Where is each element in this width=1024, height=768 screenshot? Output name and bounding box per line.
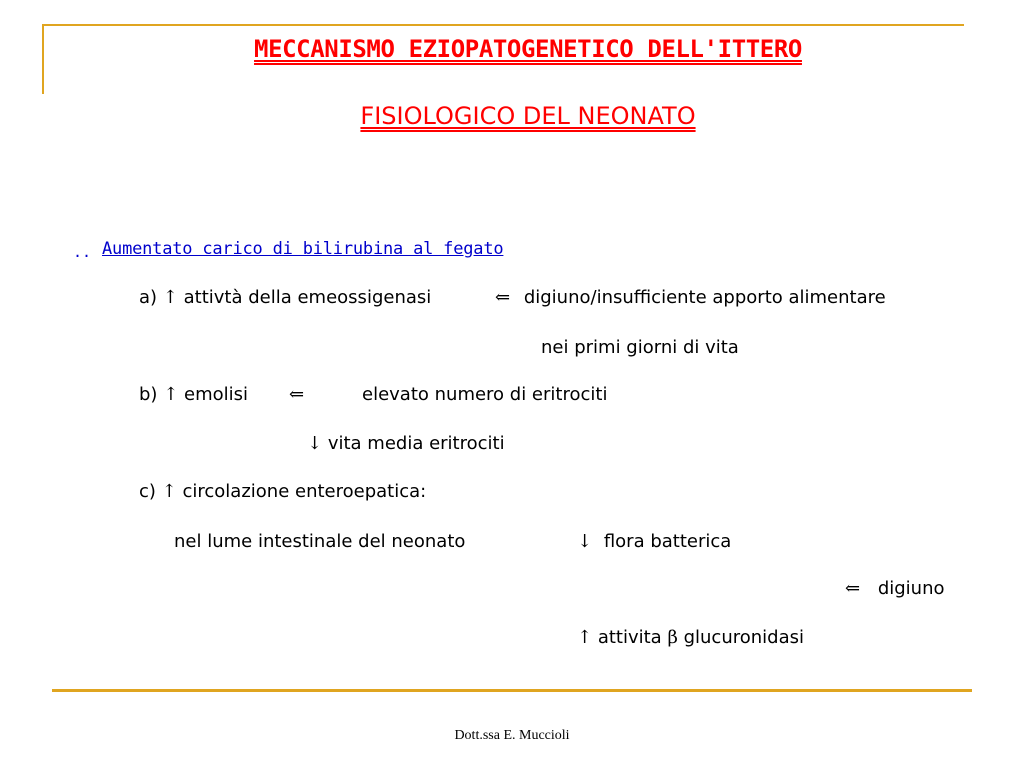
item-c-line: [139, 481, 426, 502]
down-arrow-icon: ↓: [307, 433, 323, 454]
item-c-sub-text: nel lume intestinale del neonato: [174, 531, 466, 552]
footer-author: Dott.ssa E. Muccioli: [454, 728, 570, 743]
item-b-line: [139, 384, 248, 405]
item-c-sub3-post: glucuronidasi: [683, 627, 804, 648]
left-double-arrow-icon: ⇐: [289, 384, 305, 405]
left-double-arrow-icon: ⇐: [495, 287, 511, 308]
item-c-sub1: flora batterica: [603, 531, 732, 552]
item-c-sub2-line: [845, 578, 945, 599]
frame-top-line: [42, 24, 964, 26]
bullet-marker: ..: [73, 243, 92, 261]
item-b-cause1: elevato numero di eritrociti: [362, 384, 608, 405]
item-b-cause2-line: [307, 433, 505, 454]
item-b-cause2: vita media eritrociti: [327, 433, 505, 454]
left-double-arrow-icon: ⇐: [845, 578, 861, 599]
item-a-cause-line: [495, 287, 886, 308]
item-c-sub3-line: [577, 627, 804, 648]
item-a-prefix: a): [139, 287, 158, 308]
up-arrow-icon: ↑: [577, 627, 593, 648]
down-arrow-icon: ↓: [577, 531, 593, 552]
item-c-sub1-line: [577, 531, 731, 552]
slide-title-line-2: FISIOLOGICO DEL NEONATO: [360, 102, 696, 130]
up-arrow-icon: ↑: [162, 287, 178, 308]
item-b-cause-arrow: [289, 384, 304, 405]
slide-title-line-1: MECCANISMO EZIOPATOGENETICO DELL'ITTERO: [254, 35, 802, 63]
item-b-text: emolisi: [184, 384, 249, 405]
up-arrow-icon: ↑: [161, 481, 177, 502]
section-heading: Aumentato carico di bilirubina al fegato: [102, 239, 504, 259]
item-c-text: circolazione enteroepatica:: [182, 481, 427, 502]
item-b-prefix: b): [139, 384, 158, 405]
item-a-text: attivtà della emeossigenasi: [183, 287, 432, 308]
item-a-line: [139, 287, 431, 308]
item-c-sub2: digiuno: [877, 578, 945, 599]
item-a-cause: digiuno/insufficiente apporto alimentare: [523, 287, 886, 308]
item-c-prefix: c): [139, 481, 156, 502]
up-arrow-icon: ↑: [163, 384, 179, 405]
footer-divider: [52, 689, 972, 692]
beta-symbol: β: [667, 627, 678, 648]
item-a-cause-cont: nei primi giorni di vita: [541, 337, 739, 358]
item-c-sub3-pre: attivita: [597, 627, 662, 648]
